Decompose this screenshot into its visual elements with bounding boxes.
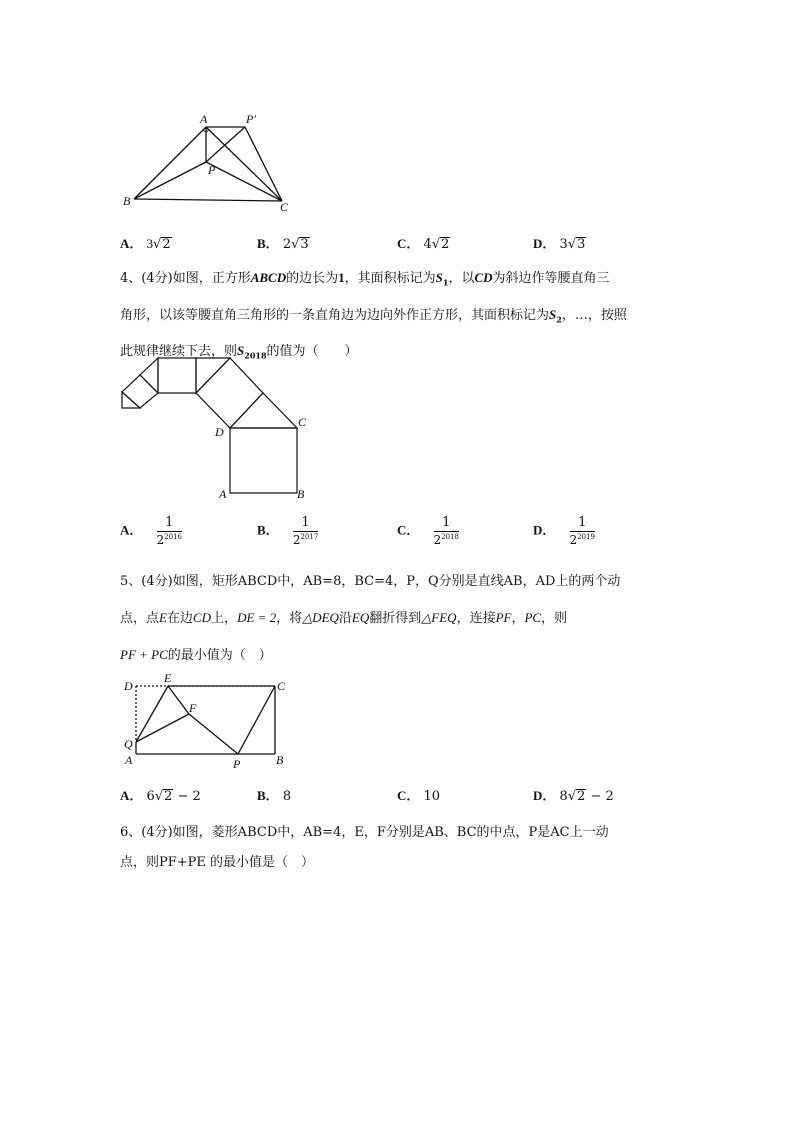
q4-figure xyxy=(115,355,315,505)
q4-label-c: C xyxy=(298,415,307,429)
q4-option-a[interactable]: A． $\frac{1}{2^{2016}}$ xyxy=(120,515,182,547)
q4-line-3: 此规律继续下去，则$S_{2018}$的值为（ ） xyxy=(120,343,358,361)
q4-label-a: A xyxy=(219,487,227,501)
q5-option-d[interactable]: D． 8√2 − 2 xyxy=(533,788,614,804)
q4-line-2: 角形，以该等腰直角三角形的一条直角边为边向外作正方形，其面积标记为$S_2$，…，按照 xyxy=(120,306,627,325)
q5-label-f: F xyxy=(189,701,197,715)
q5-question xyxy=(120,564,680,674)
q3-label-p: P xyxy=(208,163,216,177)
q3-option-a[interactable]: A． 3√2 xyxy=(120,236,171,252)
q5-label-b: B xyxy=(276,753,284,767)
q5-line-2: 点，点E在边CD上，DE = 2，将△DEQ沿EQ翻折得到△FEQ，连接PF，PC，则 xyxy=(120,610,568,626)
q3-label-b: B xyxy=(123,194,131,208)
q6-line-1: 6、(4分)如图，菱形ABCD中，AB=4，E，F分别是AB、BC的中点，P是AC上一动 xyxy=(120,825,609,840)
q5-figure xyxy=(120,672,300,772)
q4-options xyxy=(120,515,680,555)
q4-option-d[interactable]: D． $\frac{1}{2^{2019}}$ xyxy=(533,515,595,547)
q3-option-d[interactable]: D． 3√3 xyxy=(533,236,586,252)
q5-label-a: A xyxy=(125,753,133,767)
q5-label-e: E xyxy=(164,671,172,685)
q5-label-c: C xyxy=(277,679,286,693)
q3-label-a: A xyxy=(200,112,208,126)
q4-line-1: 4、(4分)如图，正方形ABCD的边长为1，其面积标记为$S_1$，以CD为斜边作等腰直角三 xyxy=(120,270,610,288)
q3-label-c: C xyxy=(280,200,289,214)
q5-option-b[interactable]: B． 8 xyxy=(257,788,292,804)
q3-options xyxy=(120,233,680,257)
q5-line-1: 5、(4分)如图，矩形ABCD中，AB=8，BC=4，P，Q分别是直线AB，AD上的两个动 xyxy=(120,574,621,589)
q5-label-p: P xyxy=(233,757,241,771)
q5-option-c[interactable]: C． 10 xyxy=(397,788,441,804)
q4-option-b[interactable]: B． $\frac{1}{2^{2017}}$ xyxy=(257,515,319,547)
q3-label-p-prime: P′ xyxy=(246,112,256,126)
q6-line-2: 点，则PF+PE 的最小值是（ ） xyxy=(120,855,315,870)
q3-option-b[interactable]: B． 2√3 xyxy=(257,236,309,252)
q4-option-c[interactable]: C． $\frac{1}{2^{2018}}$ xyxy=(397,515,459,547)
q3-figure xyxy=(120,108,300,213)
q5-label-q: Q xyxy=(124,737,133,751)
q3-option-c[interactable]: C． 4√2 xyxy=(397,236,450,252)
q5-label-d: D xyxy=(124,679,133,693)
q6-question xyxy=(120,818,680,878)
q5-options xyxy=(120,785,680,809)
q4-label-d: D xyxy=(215,425,224,439)
q5-line-3: PF + PC的最小值为（ ） xyxy=(120,647,272,663)
q4-label-b: B xyxy=(297,487,305,501)
q5-option-a[interactable]: A． 6√2 − 2 xyxy=(120,788,201,804)
